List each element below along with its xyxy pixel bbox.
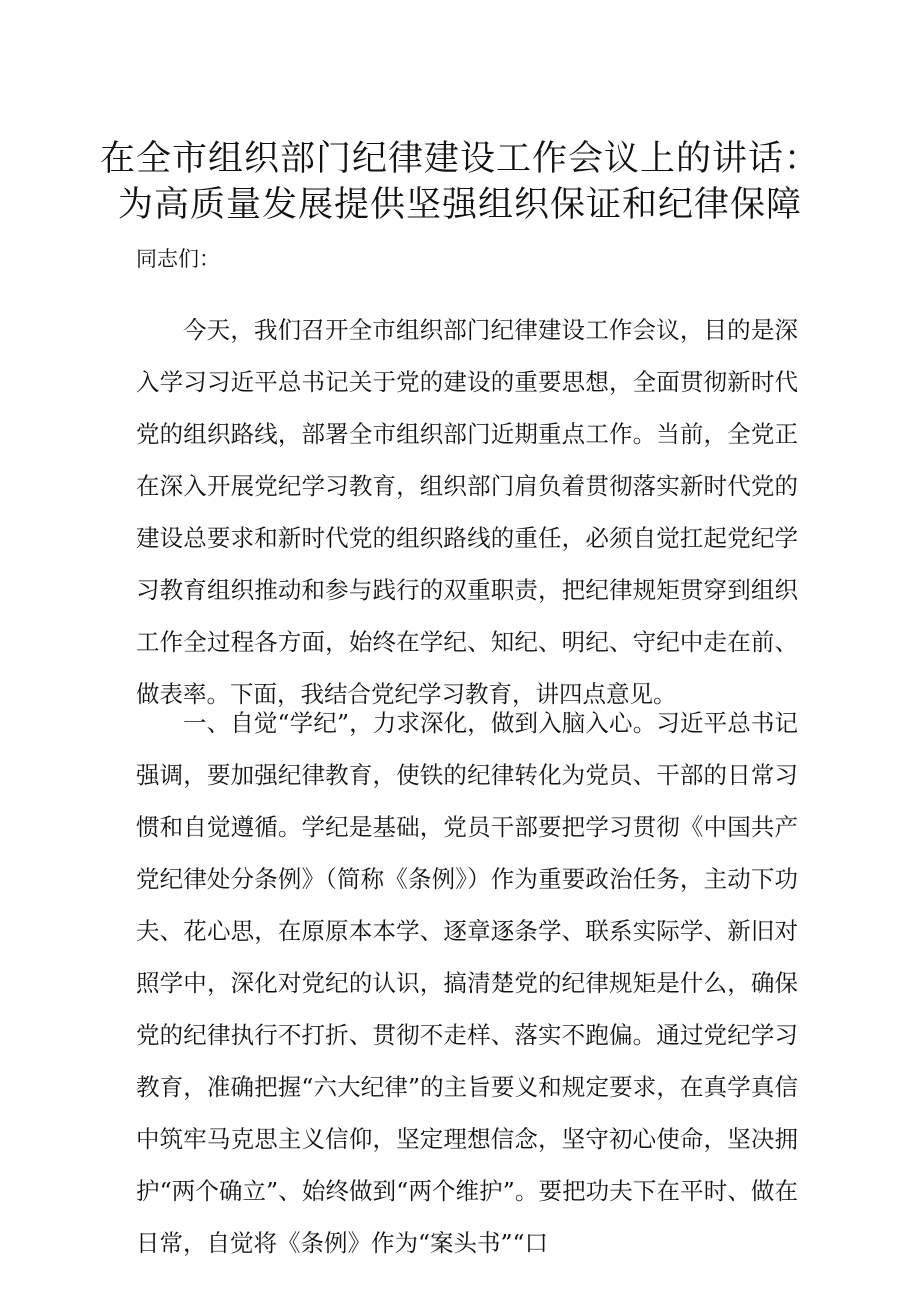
paragraph-intro: 今天，我们召开全市组织部门纪律建设工作会议，目的是深入学习习近平总书记关于党的建设的重要思想，全面贯彻新时代党的组织路线，部署全市组织部门近期重点工作。当前，全党正在深入开展党纪学习教育，组织部门肩负着贯彻落实新时代党的建设总要求和新时代党的组织路线的重任，必须自觉扛起党纪学习教育组织推动和参与践行的双重职责，把纪律规矩贯穿到组织工作全过程各方面，始终在学纪、知纪、明纪、守纪中走在前、做表率。下面，我结合党纪学习教育，讲四点意见。 xyxy=(136,316,798,708)
salutation: 同志们： xyxy=(136,247,220,271)
document-title-line-2: 为高质量发展提供坚强组织保证和纪律保障 xyxy=(117,185,802,225)
paragraph-section-one: 一、自觉“学纪”，力求深化，做到入脑入心。习近平总书记强调，要加强纪律教育，使铁的纪律转化为党员、干部的日常习惯和自觉遵循。学纪是基础，党员干部要把学习贯彻《中国共产党纪律处分条例》（简称《条例》）作为重要政治任务，主动下功夫、花心思，在原原本本学、逐章逐条学、联系实际学、新旧对照学中，深化对党纪的认识，搞清楚党的纪律规矩是什么，确保党的纪律执行不打折、贯彻不走样、落实不跑偏。通过党纪学习教育，准确把握“六大纪律”的主旨要义和规定要求，在真学真信中筑牢马克思主义信仰，坚定理想信念，坚守初心使命，坚决拥护“两个确立”、始终做到“两个维护”。要把功夫下在平时、做在日常，自觉将《条例》作为“案头书”“口 xyxy=(136,709,798,1257)
document-title-line-1: 在全市组织部门纪律建设工作会议上的讲话： xyxy=(99,139,820,179)
